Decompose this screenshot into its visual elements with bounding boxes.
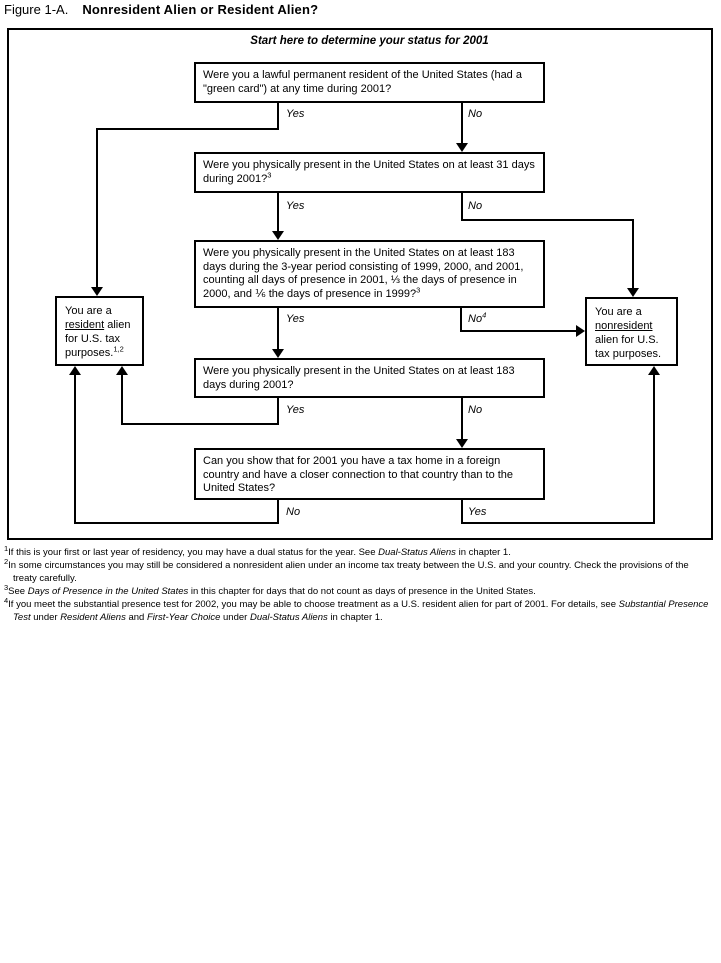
label-q3-yes: Yes: [286, 313, 305, 325]
edge-q3-no-across: [460, 330, 577, 332]
label-q3-no-text: No: [468, 313, 483, 325]
question-present-183-3year-text: Were you physically present in the United States on at least 183 days during the 3-year period consisting of 1999, 2000, and 2001, counting all days of presence in 2001, ⅓ the days of presence in 2000, and ⅙ the days of presence in 1999?: [203, 247, 524, 300]
edge-q5-yes-down: [461, 500, 463, 524]
arrowhead-into-resident-bottom-left: [69, 366, 81, 375]
resident-text-pre: You are a: [65, 305, 112, 317]
arrowhead-into-q3: [272, 231, 284, 240]
question-tax-home-text: Can you show that for 2001 you have a tax home in a foreign country and have a closer connection to that country than to the United States?: [203, 455, 514, 494]
arrowhead-into-nonresident-top: [627, 288, 639, 297]
resident-text-post: alien for U.S. tax purposes.: [65, 319, 131, 359]
arrowhead-into-resident-bottom-right: [116, 366, 128, 375]
footnote-ref-1-2: 1,2: [113, 344, 124, 354]
edge-q1-yes-to-resident: [96, 128, 98, 289]
question-present-31-days-text: Were you physically present in the United States on at least 31 days during 2001?: [203, 159, 535, 185]
edge-q4-no-down: [461, 398, 463, 442]
footnote-3-text: See: [8, 586, 28, 597]
footnote-1-text: If this is your first or last year of residency, you may have a dual status for the year. See: [8, 547, 379, 558]
arrowhead-into-q4: [272, 349, 284, 358]
footnote-2-text: In some circumstances you may still be considered a nonresident alien under an income tax treaty between the U.S. and your country. Check the provisions of the treaty carefully.: [8, 560, 689, 584]
footnote-4-italic-4: Dual-Status Aliens: [249, 612, 328, 623]
question-present-183-2001: [194, 358, 545, 398]
footnote-1: [4, 543, 710, 559]
question-present-183-3year: [194, 240, 545, 308]
edge-q2-yes-down: [277, 193, 279, 232]
footnote-2: [4, 556, 710, 585]
question-present-183-2001-text: Were you physically present in the United States on at least 183 days during 2001?: [203, 365, 515, 391]
label-q1-yes: Yes: [286, 108, 305, 120]
footnote-1-italic: Dual-Status Aliens: [378, 547, 456, 558]
edge-q2-no-down: [461, 193, 463, 221]
edge-q2-no-across: [461, 219, 634, 221]
figure-title: [4, 2, 318, 17]
nonresident-text-post: alien for U.S. tax purposes.: [595, 334, 662, 360]
footnote-4-marker: 4: [4, 595, 9, 605]
label-q4-yes: Yes: [286, 404, 305, 416]
footnote-3-marker: 3: [4, 582, 9, 592]
edge-q4-yes-down: [277, 398, 279, 425]
question-green-card-text: Were you a lawful permanent resident of the United States (had a "green card") at any time during 2001?: [203, 69, 522, 95]
footnote-3-text-end: in this chapter for days that do not count as days of presence in the United States.: [188, 586, 536, 597]
edge-q3-no-down: [460, 308, 462, 332]
nonresident-text-pre: You are a: [595, 306, 642, 318]
edge-q2-no-to-nonresident: [632, 219, 634, 289]
figure-title-text: Nonresident Alien or Resident Alien?: [82, 2, 319, 17]
footnote-4-text: If you meet the substantial presence test for 2002, you may be able to choose treatment as a U.S. resident alien for part of 2001. For details, see: [8, 599, 619, 610]
footnote-4-text-3: and: [125, 612, 147, 623]
edge-q4-yes-up: [121, 374, 123, 425]
edge-q5-no-across: [74, 522, 279, 524]
footnote-2-marker: 2: [4, 556, 9, 566]
footnote-1-marker: 1: [4, 543, 9, 553]
arrowhead-into-resident-top: [91, 287, 103, 296]
edge-q1-yes-across: [96, 128, 279, 130]
nonresident-text-underlined: nonresident: [595, 320, 653, 332]
footnote-4-italic-1: Substantial Presence Test: [13, 599, 709, 623]
footnote-4-italic-2: Resident Aliens: [60, 612, 126, 623]
label-q5-no: No: [286, 506, 301, 518]
footnote-1-text-end: in chapter 1.: [455, 547, 511, 558]
label-q3-no: [468, 310, 487, 325]
figure-label: Figure 1-A.: [4, 2, 69, 17]
footnote-3: [4, 582, 710, 598]
arrowhead-into-q2: [456, 143, 468, 152]
footnote-4-text-2: under: [30, 612, 61, 623]
resident-text-underlined: resident: [65, 319, 105, 331]
footnote-4-italic-3: First-Year Choice: [146, 612, 221, 623]
label-q5-yes: Yes: [468, 506, 487, 518]
question-tax-home: [194, 448, 545, 500]
footnote-4: [4, 595, 710, 624]
edge-q5-no-down: [277, 500, 279, 524]
question-green-card: [194, 62, 545, 103]
label-q1-no: No: [468, 108, 483, 120]
edge-q1-yes-down: [277, 103, 279, 130]
footnote-ref-4: 4: [482, 310, 487, 320]
footnote-ref-3: 3: [267, 169, 272, 179]
edge-q4-yes-across: [121, 423, 279, 425]
label-q2-yes: Yes: [286, 200, 305, 212]
footnote-4-text-end: in chapter 1.: [327, 612, 383, 623]
footnotes: [4, 543, 710, 624]
label-q4-no: No: [468, 404, 483, 416]
label-q2-no: No: [468, 200, 483, 212]
footnote-3-italic: Days of Presence in the United States: [27, 586, 189, 597]
edge-q5-no-up: [74, 374, 76, 524]
arrowhead-into-nonresident-bottom: [648, 366, 660, 375]
edge-q3-yes-down: [277, 308, 279, 350]
footnote-4-text-4: under: [220, 612, 250, 623]
outcome-resident-alien: [55, 296, 144, 366]
edge-q1-no-down: [461, 103, 463, 144]
edge-q5-yes-up: [653, 374, 655, 524]
footnote-ref-3: 3: [416, 284, 421, 294]
arrowhead-into-q5: [456, 439, 468, 448]
edge-q5-yes-across: [461, 522, 655, 524]
arrowhead-into-nonresident-left: [576, 325, 585, 337]
outcome-nonresident-alien: [585, 297, 678, 366]
question-present-31-days: [194, 152, 545, 193]
start-instruction: Start here to determine your status for 2001: [250, 35, 489, 47]
